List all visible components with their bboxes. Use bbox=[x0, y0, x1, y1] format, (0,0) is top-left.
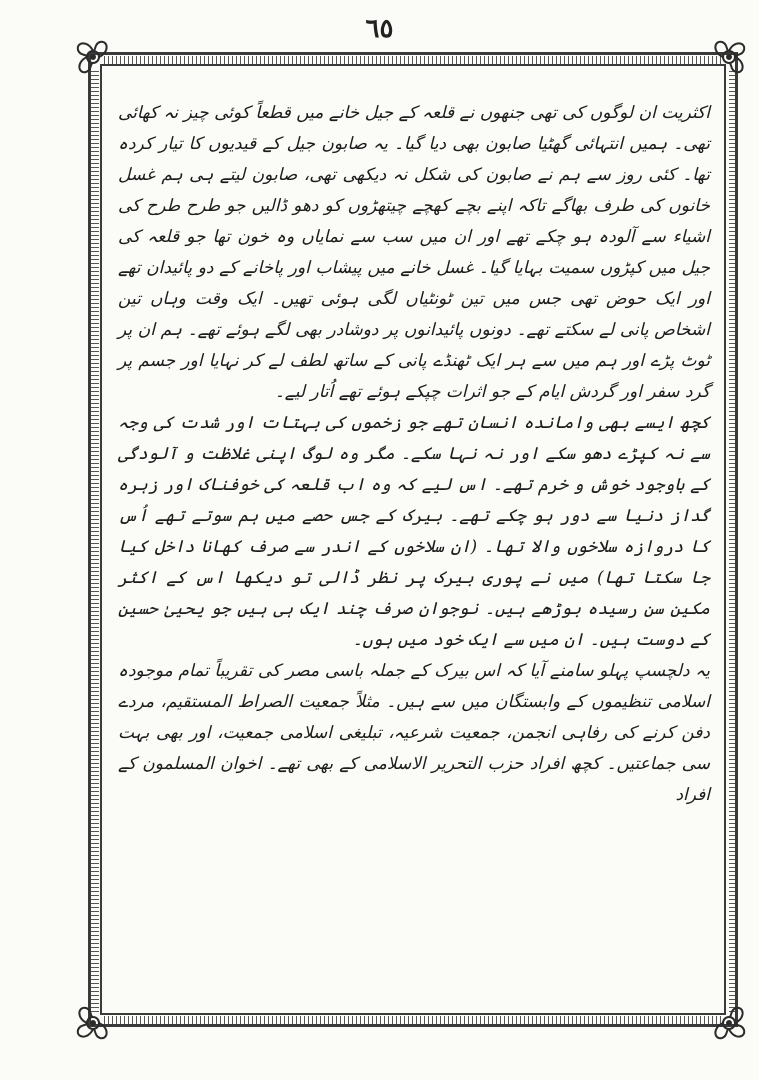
floral-corner-icon bbox=[70, 1000, 116, 1046]
paragraph-3: یہ دلچسپ پہلو سامنے آیا کہ اس بیرک کے جملہ باسی مصر کی تقریباً تمام موجودہ اسلامی تنظیموں کے وابستگان میں سے ہیں۔ مثلاً جمعیت الصراط المستقیم، مردے دفن کرنے کی رفاہی انجمن، جمعیت شرعیہ، تبلیغی اسلامی جمعیت، اور بھی بہت سی جماعتیں۔ کچھ افراد حزب التحریر الاسلامی کے بھی تھے۔ اخوان المسلمون کے افراد bbox=[118, 661, 710, 805]
paragraph-1: اکثریت ان لوگوں کی تھی جنھوں نے قلعہ کے جیل خانے میں قطعاً کوئی چیز نہ کھائی تھی۔ ہمیں انتہائی گھٹیا صابون بھی دیا گیا۔ یہ صابون جیل کے قیدیوں کا تیار کردہ تھا۔ کئی روز سے ہم نے صابون کی شکل نہ دیکھی تھی، صابون لیتے ہی ہم غسل خانوں کی طرف بھاگے تاکہ اپنے بچے کھچے چیتھڑوں کو دھو ڈالیں جو طرح طرح کی اشیاء سے آلودہ ہو چکے تھے اور ان میں سب سے نمایاں وہ خون تھا جو قلعہ کی جیل میں کپڑوں سمیت بہایا گیا۔ غسل خانے میں پیشاب اور پاخانے کے دو پائیدان تھے اور ایک حوض تھی جس میں تین ٹونٹیاں لگی ہوئی تھیں۔ ایک وقت وہاں تین اشخاص پانی لے سکتے تھے۔ دونوں پائیدانوں پر دوشادر بھی لگے ہوئے تھے۔ ہم ان پر ٹوٹ پڑے اور ہم میں سے ہر ایک ٹھنڈے پانی کے ساتھ لطف لے کر نہایا اور جسم پر گرد سفر اور گردش ایام کے جو اثرات چپکے ہوئے تھے اُتار لیے۔ bbox=[118, 103, 710, 402]
paragraph-2: کچھ ایسے بھی واماندہ انسان تھے جو زخموں کی بہتات اور شدت کی وجہ سے نہ کپڑے دھو سکے اور نہ نہا سکے۔ مگر وہ لوگ اپنی غلاظت و آلودگی کے باوجود خوش و خرم تھے۔ اس لیے کہ وہ اب قلعہ کی خوفناک اور زہرہ گداز دنیا سے دور ہو چکے تھے۔ بیرک کے جس حصے میں ہم سوتے تھے اُس کا دروازہ سلاخوں والا تھا۔ (ان سلاخوں کے اندر سے صرف کھانا داخل کیا جا سکتا تھا) میں نے پوری بیرک پر نظر ڈالی تو دیکھا اس کے اکثر مکین سن رسیدہ بوڑھے ہیں۔ نوجوان صرف چند ایک ہی ہیں جو یحییٰ حسین کے دوست ہیں۔ ان میں سے ایک خود میں ہوں۔ bbox=[118, 413, 710, 650]
floral-corner-icon bbox=[706, 1000, 752, 1046]
floral-corner-icon bbox=[70, 34, 116, 80]
page-body bbox=[118, 98, 710, 811]
page-number: ٦٥ bbox=[365, 14, 394, 44]
floral-corner-icon bbox=[706, 34, 752, 80]
